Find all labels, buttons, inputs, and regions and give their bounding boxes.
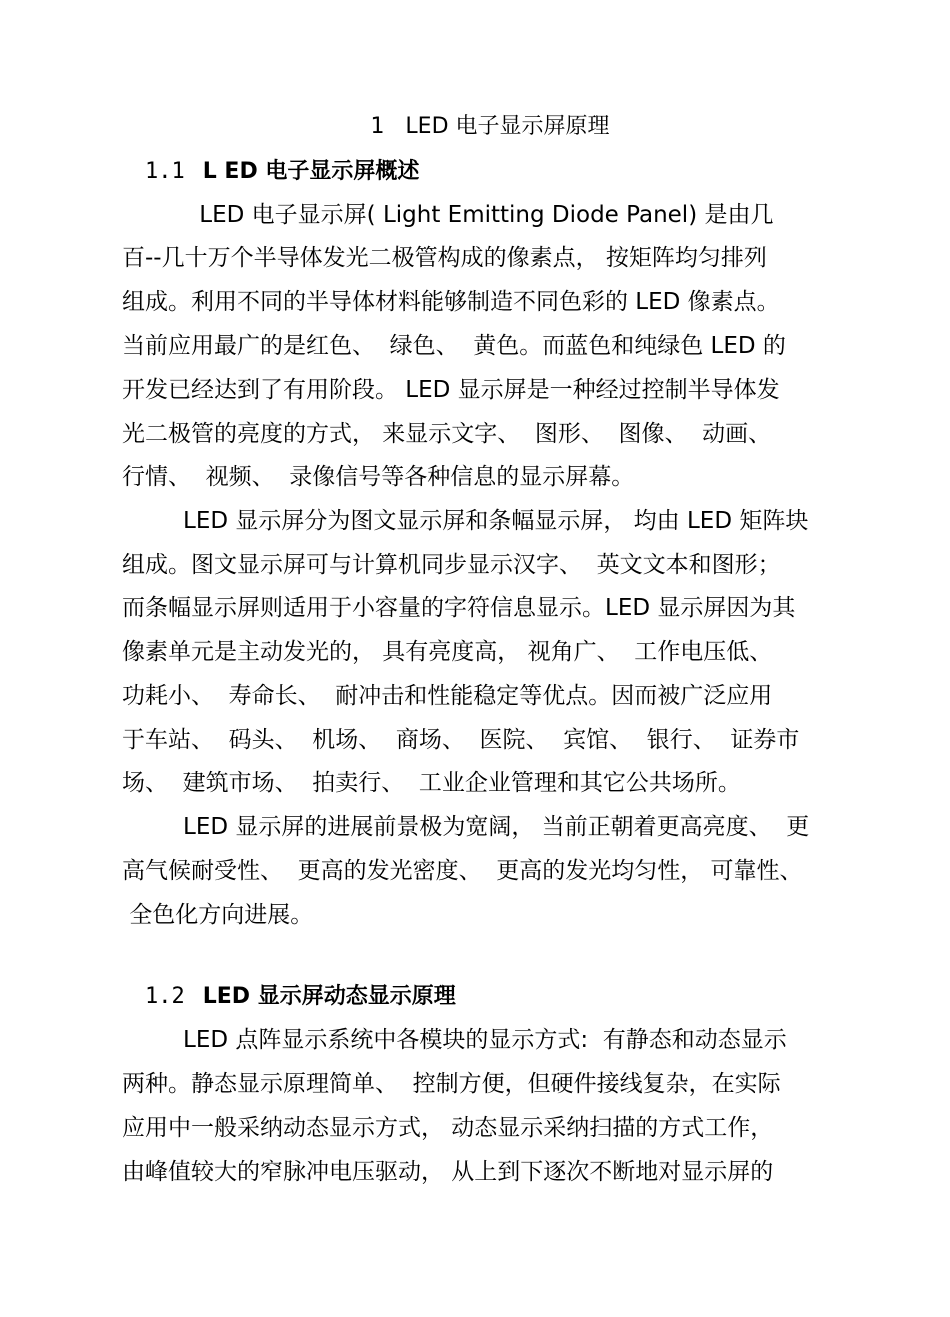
paragraph-line: 由峰值较大的窄脉冲电压驱动， 从上到下逐次不断地对显示屏的: [122, 1159, 774, 1185]
paragraph-line: 于车站、 码头、 机场、 商场、 医院、 宾馆、 银行、 证券市: [122, 727, 800, 753]
section-title: L ED 电子显示屏概述: [202, 159, 420, 184]
paragraph-line: 行情、 视频、 录像信号等各种信息的显示屏幕。: [122, 464, 635, 490]
section-heading-1-2: [145, 982, 456, 1012]
section-heading-1-1: [145, 157, 419, 187]
paragraph-line: 开发已经达到了有用阶段。 LED 显示屏是一种经过控制半导体发: [122, 377, 780, 403]
paragraph-line: 光二极管的亮度的方式， 来显示文字、 图形、 图像、 动画、: [122, 421, 772, 447]
paragraph-line: 组成。图文显示屏可与计算机同步显示汉字、 英文文本和图形；: [122, 552, 781, 578]
paragraph-line: 组成。利用不同的半导体材料能够制造不同色彩的 LED 像素点。: [122, 289, 780, 315]
paragraph-line: 应用中一般采纳动态显示方式， 动态显示采纳扫描的方式工作，: [122, 1115, 774, 1141]
paragraph-line: 全色化方向进展。: [122, 902, 314, 928]
paragraph-line: LED 点阵显示系统中各模块的显示方式: 有静态和动态显示: [183, 1027, 787, 1053]
paragraph-line: 两种。静态显示原理简单、 控制方便，但硬件接线复杂，在实际: [122, 1071, 781, 1097]
paragraph-line: 功耗小、 寿命长、 耐冲击和性能稳定等优点。因而被广泛应用: [122, 683, 773, 709]
paragraph-line: LED 电子显示屏( Light Emitting Diode Panel) 是由几: [192, 202, 774, 228]
paragraph-line: 场、 建筑市场、 拍卖行、 工业企业管理和其它公共场所。: [122, 770, 741, 796]
section-number: 1.1: [145, 159, 185, 184]
section-number: 1.2: [145, 984, 185, 1009]
paragraph-line: 像素单元是主动发光的， 具有亮度高， 视角广、 工作电压低、: [122, 639, 773, 665]
paragraph-line: 而条幅显示屏则适用于小容量的字符信息显示。LED 显示屏因为其: [122, 595, 796, 621]
paragraph-line: LED 显示屏分为图文显示屏和条幅显示屏， 均由 LED 矩阵块: [183, 508, 809, 534]
paragraph-line: 百--几十万个半导体发光二极管构成的像素点， 按矩阵均匀排列: [122, 245, 767, 271]
paragraph-line: 当前应用最广的是红色、 绿色、 黄色。而蓝色和纯绿色 LED 的: [122, 333, 786, 359]
chapter-title: 1 LED 电子显示屏原理: [370, 114, 610, 139]
section-title: LED 显示屏动态显示原理: [202, 984, 456, 1009]
paragraph-line: LED 显示屏的进展前景极为宽阔， 当前正朝着更高亮度、 更: [183, 814, 810, 840]
paragraph-line: 高气候耐受性、 更高的发光密度、 更高的发光均匀性， 可靠性、: [122, 858, 803, 884]
